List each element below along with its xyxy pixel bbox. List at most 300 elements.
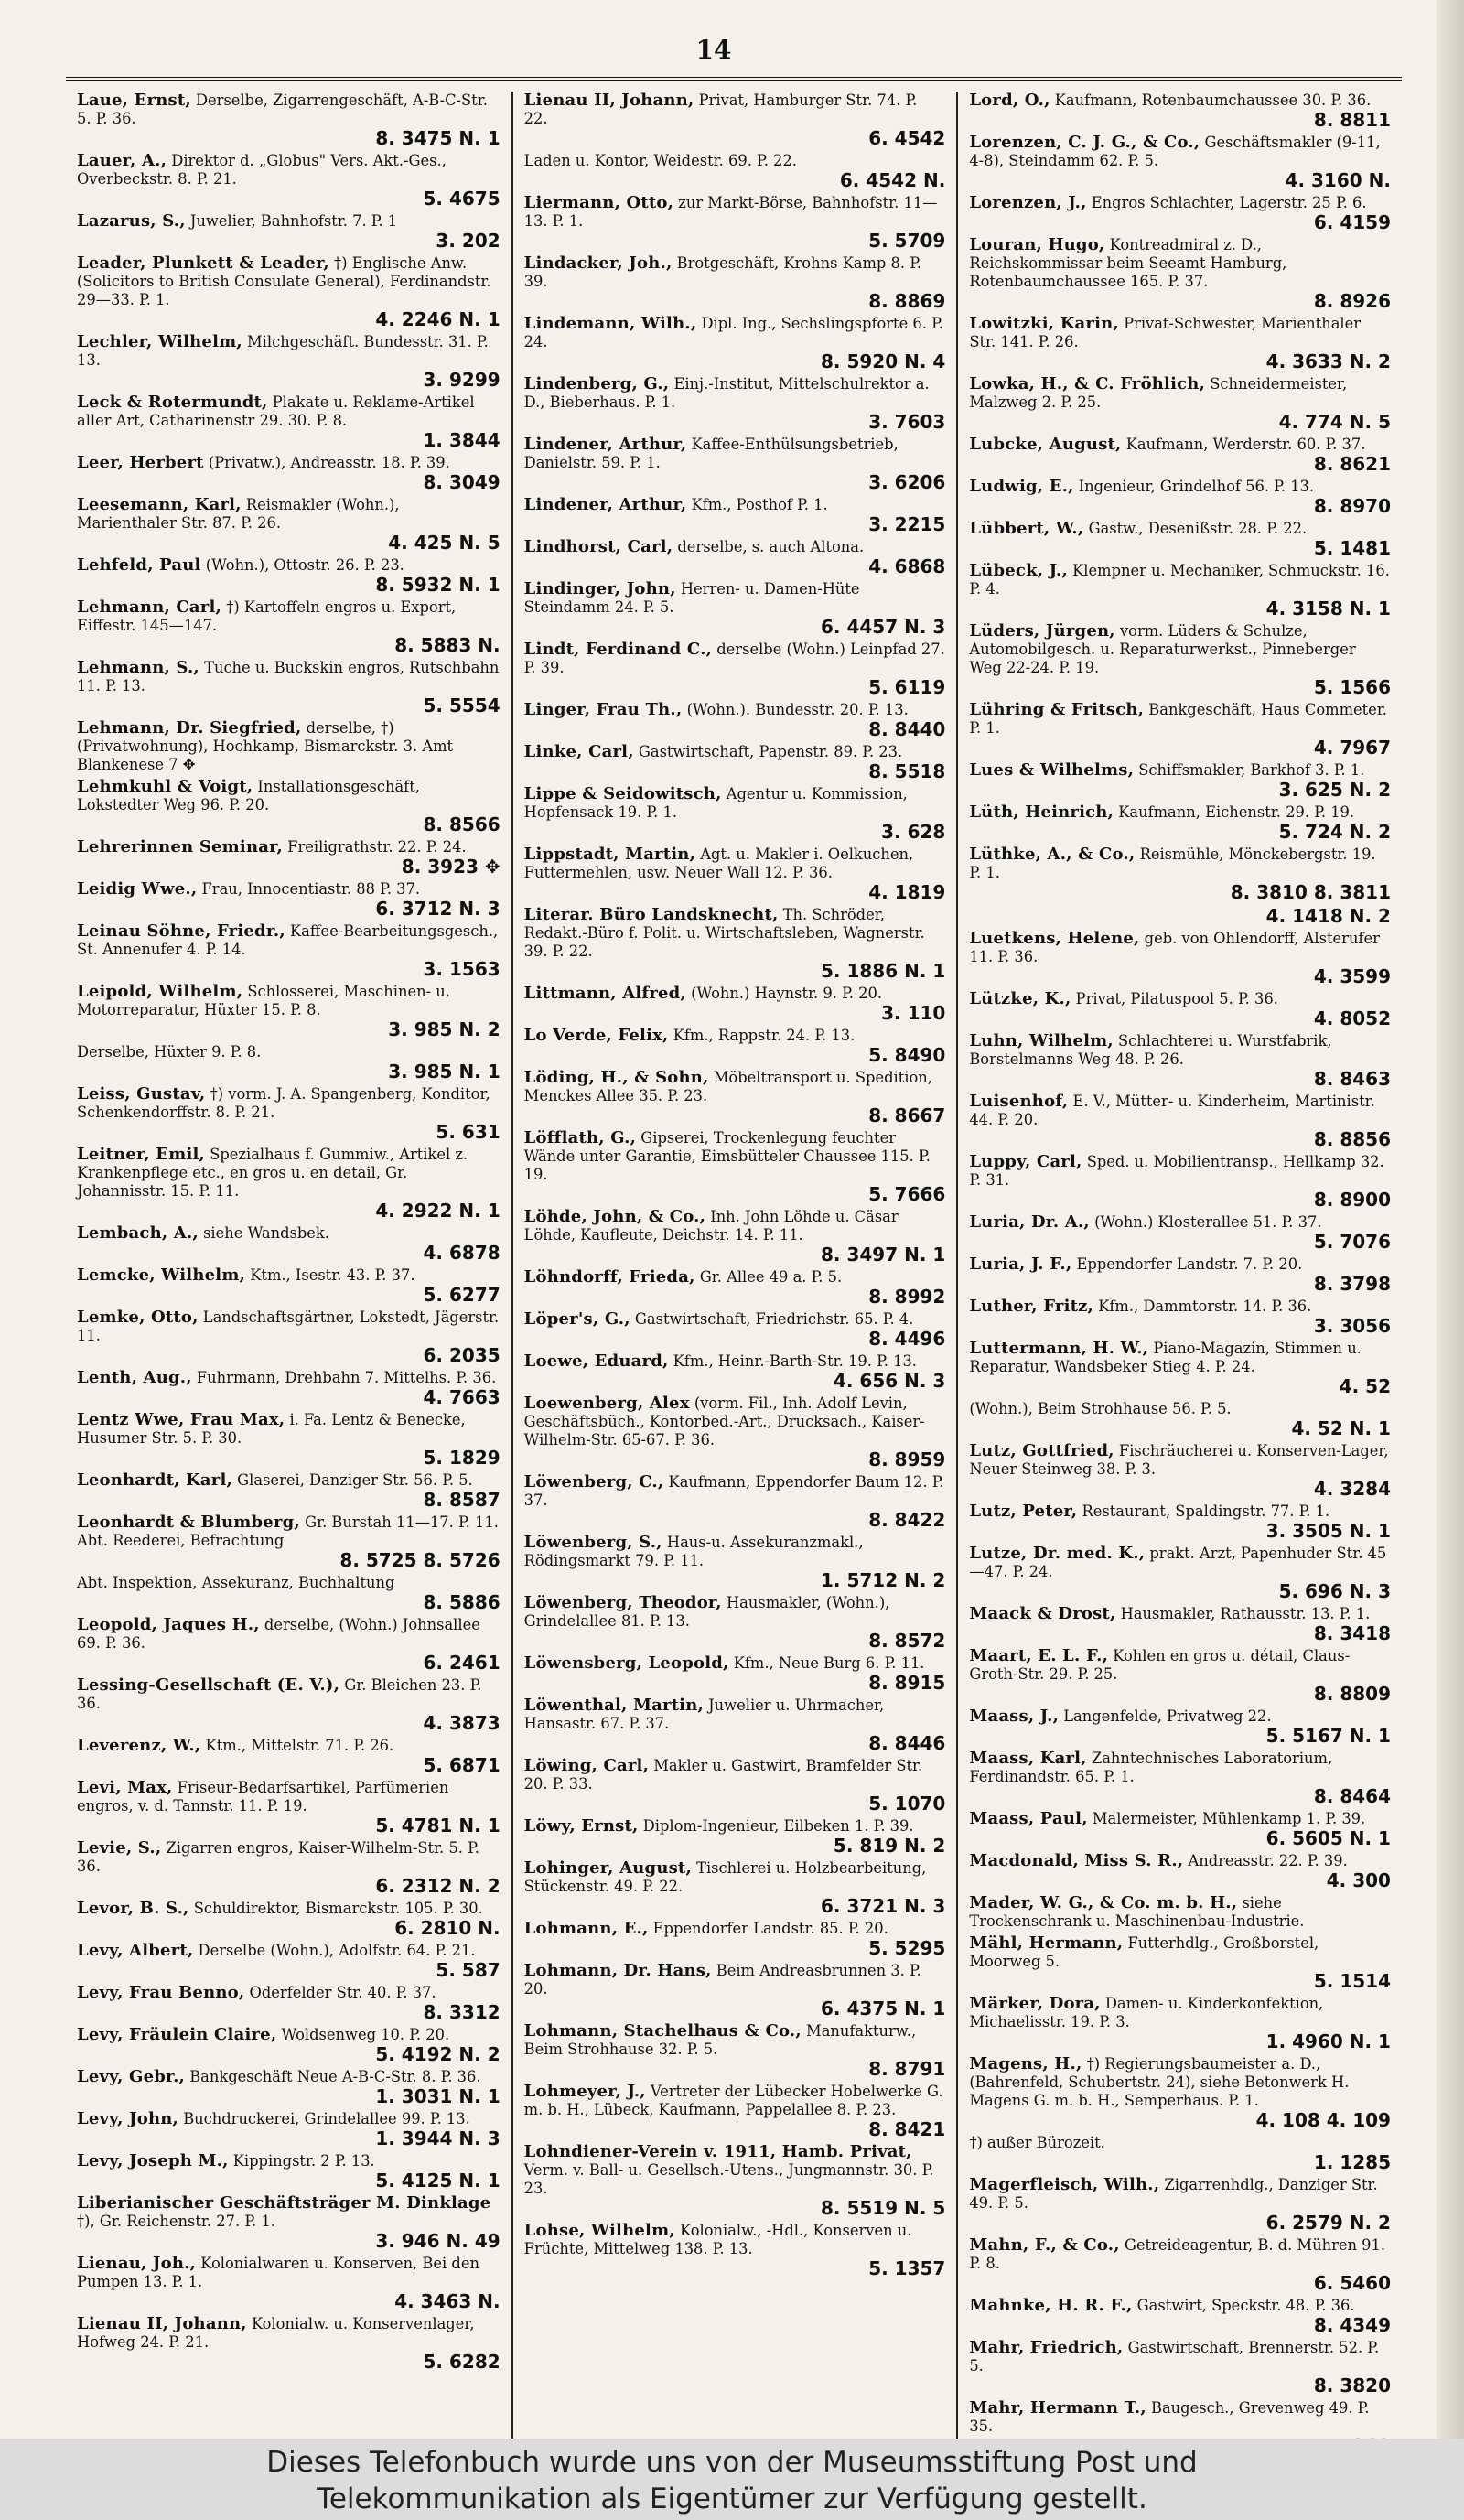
entry-address: Kaufmann, Eppendorfer Baum 12. P. 37. <box>523 1473 944 1509</box>
entry-phone-number: 5. 631 <box>436 1121 501 1143</box>
directory-entry <box>524 1208 946 1265</box>
directory-entry <box>969 194 1391 232</box>
directory-columns <box>66 92 1402 2434</box>
directory-entry <box>524 1129 946 1204</box>
entry-phone-number: 5. 1070 <box>868 1793 946 1815</box>
entry-address: Juwelier u. Uhrmacher, Hansastr. 67. P. 37. <box>523 1696 885 1732</box>
entry-phone-number: 6. 4375 N. 1 <box>821 1998 946 2019</box>
entry-phone-number: 4. 3160 N. <box>1285 169 1391 191</box>
entry-phone-number: 8. 8809 <box>1313 1683 1391 1705</box>
entry-address: Getreideagentur, B. d. Mühren 91. P. 8. <box>969 2236 1386 2272</box>
directory-entry <box>77 1266 501 1305</box>
entry-phone-number: 4. 3873 <box>423 1712 501 1734</box>
directory-entry <box>969 701 1391 758</box>
entry-phone-number: 5. 6277 <box>423 1284 501 1306</box>
entry-address: Fuhrmann, Drehbahn 7. Mittelhs. P. 36. <box>196 1369 497 1386</box>
entry-address: Kolonialw. u. Konservenlager, Hofweg 24. P. 21. <box>77 2315 475 2351</box>
entry-address: Brotgeschäft, Krohns Kamp 8. P. 39. <box>523 254 922 290</box>
entry-name: Lohmann, Dr. Hans, <box>523 1961 712 1980</box>
entry-address: Zigarren engros, Kaiser-Wilhelm-Str. 5. P. 36. <box>77 1839 479 1875</box>
entry-name: Leck & Rotermundt, <box>77 393 268 412</box>
directory-entry <box>77 1839 501 1896</box>
entry-address: Sped. u. Mobilientransp., Hellkamp 32. P. 31. <box>969 1153 1384 1189</box>
directory-entry <box>77 454 501 492</box>
entry-phone-number: 8. 4496 <box>868 1328 946 1350</box>
directory-entry <box>524 580 946 637</box>
entry-address: prakt. Arzt, Papenhuder Str. 45—47. P. 24. <box>969 1545 1387 1580</box>
entry-address: Abt. Inspektion, Assekuranz, Buchhaltung <box>77 1574 395 1591</box>
entry-address: Gastwirtschaft, Brennerstr. 52. P. 5. <box>969 2339 1380 2375</box>
entry-address: Ingenieur, Grindelhof 56. P. 13. <box>1078 478 1315 495</box>
entry-name: Luetkens, Helene, <box>969 929 1140 948</box>
directory-entry <box>969 1707 1391 1746</box>
directory-entry <box>969 1750 1391 1806</box>
directory-entry <box>524 1352 946 1391</box>
entry-address: Bankgeschäft, Haus Commeter. P. 1. <box>969 701 1387 737</box>
entry-address: Gr. Bleichen 23. P. 36. <box>77 1676 482 1712</box>
directory-entry <box>77 556 501 595</box>
directory-entry <box>524 1534 946 1590</box>
entry-name: Maass, Karl, <box>969 1749 1087 1768</box>
entry-name: Lindt, Ferdinand C., <box>523 640 713 659</box>
entry-phone-number: 8. 3810 8. 3811 <box>1230 881 1391 903</box>
directory-entry <box>524 1473 946 1530</box>
directory-entry <box>524 2143 946 2218</box>
entry-name: Magerfleisch, Wilh., <box>969 2175 1160 2194</box>
entry-phone-number: 5. 1886 N. 1 <box>821 960 946 982</box>
entry-address: †) Englische Anw. (Solicitors to British Consulate General), Ferdinandstr. 29—33. P. 1. <box>77 254 491 308</box>
entry-phone-number: 5. 7076 <box>1313 1231 1391 1253</box>
entry-phone-number: 4. 3158 N. 1 <box>1265 598 1391 619</box>
entry-phone-number: 3. 3056 <box>1313 1315 1391 1337</box>
entry-address: Schiffsmakler, Barkhof 3. P. 1. <box>1138 761 1365 779</box>
directory-entry <box>524 92 946 148</box>
directory-entry <box>77 1085 501 1142</box>
entry-name: Mader, W. G., & Co. m. b. H., <box>969 1893 1238 1912</box>
directory-entry <box>77 880 501 919</box>
entry-name: Linger, Frau Th., <box>523 700 683 719</box>
directory-entry <box>77 152 501 209</box>
entry-phone-number: 5. 6119 <box>868 676 946 698</box>
directory-entry <box>969 1340 1391 1396</box>
entry-name: Märker, Dora, <box>969 1994 1101 2013</box>
entry-name: Mahnke, H. R. F., <box>969 2296 1133 2315</box>
entry-phone-number: 8. 8856 <box>1313 1128 1391 1150</box>
entry-name: Löwensberg, Leopold, <box>523 1653 729 1673</box>
directory-entry <box>77 2255 501 2311</box>
entry-address: Derselbe, Hüxter 9. P. 8. <box>77 1043 262 1061</box>
entry-name: Levy, Albert, <box>77 1941 194 1960</box>
entry-phone-number: 1. 3844 <box>423 429 501 451</box>
entry-address: Kfm., Heinr.-Barth-Str. 19. P. 13. <box>673 1352 917 1370</box>
entry-phone-number: 8. 3475 N. 1 <box>375 127 501 149</box>
directory-column-2 <box>511 92 957 2460</box>
directory-entry <box>969 2297 1391 2335</box>
entry-address: Klempner u. Mechaniker, Schmuckstr. 16. P. 4. <box>969 562 1390 598</box>
entry-address: †) Regierungsbaumeister a. D., (Bahrenfeld, Schubertstr. 24), siehe Betonwerk H. Magens G. m. b. H., Semperhaus. P. 1. <box>969 2055 1350 2109</box>
entry-name: Luria, J. F., <box>969 1255 1072 1274</box>
directory-entry <box>77 1224 501 1263</box>
entry-address: †) Kartoffeln engros u. Export, Eiffestr. 145—147. <box>77 598 457 634</box>
entry-name: Lorenzen, J., <box>969 193 1087 212</box>
entry-phone-number: 8. 8915 <box>868 1672 946 1694</box>
entry-phone-number: 6. 2035 <box>423 1344 501 1366</box>
directory-entry <box>524 845 946 902</box>
directory-entry <box>77 2110 501 2148</box>
entry-address: E. V., Mütter- u. Kinderheim, Martinistr. 44. P. 20. <box>969 1093 1375 1128</box>
entry-phone-number: 5. 819 N. 2 <box>833 1835 946 1857</box>
directory-entry <box>77 1471 501 1510</box>
entry-phone-number: 4. 3463 N. <box>394 2290 501 2312</box>
directory-entry <box>969 375 1391 432</box>
entry-phone-number: 3. 6206 <box>868 471 946 493</box>
entry-phone-number: 8. 8572 <box>868 1630 946 1652</box>
entry-address: Kaufmann, Rotenbaumchaussee 30. P. 36. <box>1054 92 1372 109</box>
entry-address: Gastwirtschaft, Friedrichstr. 65. P. 4. <box>634 1310 914 1328</box>
entry-phone-number: 4. 8052 <box>1313 1007 1391 1029</box>
entry-name: Löwenberg, C., <box>523 1472 664 1492</box>
entry-address: Freiligrathstr. 22. P. 24. <box>287 838 467 856</box>
entry-name: Luppy, Carl, <box>969 1152 1082 1171</box>
entry-name: Liberianischer Geschäftsträger M. Dinklage <box>77 2193 491 2213</box>
directory-entry <box>524 1696 946 1753</box>
entry-name: Luttermann, H. W., <box>969 1339 1149 1358</box>
directory-entry <box>77 922 501 979</box>
entry-name: Levy, Joseph M., <box>77 2151 229 2170</box>
entry-name: Leverenz, W., <box>77 1736 201 1755</box>
entry-name: Lehrerinnen Seminar, <box>77 837 283 856</box>
entry-address: Dipl. Ing., Sechslingspforte 6. P. 24. <box>523 315 943 350</box>
directory-entry <box>524 743 946 781</box>
entry-address: Kaffee-Enthülsungsbetrieb, Danielstr. 59. P. 1. <box>523 436 899 471</box>
entry-address: Landschaftsgärtner, Lokstedt, Jägerstr. 11. <box>77 1308 500 1344</box>
directory-entry <box>77 1737 501 1775</box>
entry-phone-number: 4. 1819 <box>868 881 946 903</box>
entry-address: Kippingstr. 2 P. 13. <box>232 2152 375 2170</box>
entry-phone-number: 5. 696 N. 3 <box>1278 1580 1391 1602</box>
entry-name: Mahr, Friedrich, <box>969 2338 1124 2357</box>
entry-address: Ktm., Isestr. 43. P. 37. <box>250 1266 415 1284</box>
page-number: 14 <box>695 35 732 65</box>
entry-phone-number: 5. 5167 N. 1 <box>1265 1725 1391 1747</box>
directory-entry <box>969 436 1391 474</box>
directory-entry <box>969 2055 1391 2130</box>
entry-address: Herren- u. Damen-Hüte Steindamm 24. P. 5. <box>523 580 860 616</box>
entry-phone-number: 8. 8791 <box>868 2058 946 2080</box>
entry-phone-number: 8. 8992 <box>868 1286 946 1308</box>
directory-entry <box>524 641 946 697</box>
entry-address: Glaserei, Danziger Str. 56. P. 5. <box>237 1471 473 1489</box>
directory-entry <box>77 1616 501 1673</box>
entry-phone-number: 5. 4781 N. 1 <box>375 1815 501 1836</box>
entry-phone-number: 8. 3418 <box>1313 1622 1391 1644</box>
entry-phone-number: 3. 628 <box>881 821 946 843</box>
entry-address: Gastwirtschaft, Papenstr. 89. P. 23. <box>638 743 903 760</box>
entry-address: Woldsenweg 10. P. 20. <box>281 2026 450 2043</box>
entry-address: vorm. Lüders & Schulze, Automobilgesch. u. Reparaturwerkst., Pinneberger Weg 22-24. P. 19. <box>969 622 1356 676</box>
entry-phone-number: 8. 8900 <box>1313 1189 1391 1211</box>
entry-phone-number: 8. 3049 <box>423 471 501 493</box>
entry-phone-number: 3. 110 <box>881 1002 946 1024</box>
entry-name: Luhn, Wilhelm, <box>969 1031 1114 1050</box>
entry-phone-number: 6. 4542 <box>868 127 946 149</box>
page-edge <box>1437 0 1464 2439</box>
directory-entry <box>969 1605 1391 1643</box>
entry-address: Schneidermeister, Malzweg 2. P. 25. <box>969 375 1348 411</box>
entry-phone-number: 4. 774 N. 5 <box>1278 411 1391 433</box>
entry-address: Kaufmann, Eichenstr. 29. P. 19. <box>1118 803 1355 821</box>
entry-name: Lienau II, Johann, <box>77 2314 247 2333</box>
entry-address: Kohlen en gros u. détail, Claus-Groth-Str. 29. P. 25. <box>969 1647 1351 1683</box>
directory-entry <box>77 1146 501 1221</box>
entry-phone-number: 5. 4675 <box>423 188 501 210</box>
entry-name: Lindemann, Wilh., <box>523 314 697 333</box>
entry-name: Lehmkuhl & Voigt, <box>77 777 253 796</box>
entry-phone-number: 3. 9299 <box>423 369 501 391</box>
entry-phone-number: 5. 4192 N. 2 <box>375 2043 501 2065</box>
entry-phone-number: 6. 5605 N. 1 <box>1265 1827 1391 1849</box>
entry-name: Lindener, Arthur, <box>523 495 687 514</box>
entry-address: Privat-Schwester, Marienthaler Str. 141. P. 26. <box>969 315 1362 350</box>
entry-phone-number: 6. 3712 N. 3 <box>375 898 501 920</box>
entry-address: Schuldirektor, Bismarckstr. 105. P. 30. <box>193 1900 483 1917</box>
directory-entry <box>524 2083 946 2139</box>
entry-phone-number: 4. 7663 <box>423 1386 501 1408</box>
entry-name: Lindenberg, G., <box>523 374 670 393</box>
entry-phone-number: 8. 3497 N. 1 <box>821 1244 946 1265</box>
entry-address: Inh. John Löhde u. Cäsar Löhde, Kaufleute, Deichstr. 14. P. 11. <box>523 1208 899 1244</box>
entry-name: Loewenberg, Alex <box>523 1394 690 1413</box>
entry-address: Hausmakler, (Wohn.), Grindelallee 81. P. 13. <box>523 1594 890 1630</box>
entry-name: Mahr, Hermann T., <box>969 2398 1146 2418</box>
entry-name: Luria, Dr. A., <box>969 1212 1090 1232</box>
entry-phone-number: 3. 2215 <box>868 513 946 535</box>
entry-phone-number: 8. 8463 <box>1313 1068 1391 1090</box>
directory-entry <box>77 2026 501 2064</box>
directory-entry <box>969 930 1391 986</box>
entry-name: Luther, Fritz, <box>969 1297 1094 1316</box>
entry-address: Eppendorfer Landstr. 85. P. 20. <box>652 1920 888 1937</box>
entry-phone-number: 8. 5920 N. 4 <box>821 350 946 372</box>
entry-name: Lazarus, S., <box>77 211 186 231</box>
entry-phone-number: 5. 7666 <box>868 1183 946 1205</box>
entry-phone-number: 4. 52 N. 1 <box>1291 1417 1391 1439</box>
directory-entry <box>77 838 501 877</box>
entry-phone-number: 5. 6871 <box>423 1754 501 1776</box>
entry-phone-number: 4. 6868 <box>868 555 946 577</box>
entry-address: Vertreter der Lübecker Hobelwerke G. m. b. H., Lübeck, Kaufmann, Pappelallee 8. P. 23. <box>523 2083 943 2118</box>
entry-name: Löwenthal, Martin, <box>523 1696 704 1715</box>
directory-entry <box>77 659 501 716</box>
entry-name: Lenth, Aug., <box>77 1368 192 1387</box>
directory-entry <box>969 1647 1391 1704</box>
directory-column-3 <box>956 92 1402 2460</box>
entry-phone-number: 8. 8422 <box>868 1509 946 1531</box>
directory-entry <box>77 1513 501 1570</box>
entry-address: Kaffee-Bearbeitungsgesch., St. Annenufer 4. P. 14. <box>77 922 499 958</box>
entry-address: Malermeister, Mühlenkamp 1. P. 39. <box>1092 1810 1366 1827</box>
directory-entry <box>524 1920 946 1958</box>
directory-entry <box>77 393 501 450</box>
entry-phone-number: 3. 625 N. 2 <box>1278 779 1391 801</box>
entry-address: Kaufmann, Werderstr. 60. P. 37. <box>1125 436 1366 453</box>
entry-name: Lowitzki, Karin, <box>969 314 1119 333</box>
directory-entry <box>524 315 946 372</box>
directory-column-1 <box>66 92 511 2460</box>
entry-address: Tuche u. Buckskin engros, Rutschbahn 11. P. 13. <box>77 659 500 695</box>
entry-address: Privat, Pilatuspool 5. P. 36. <box>1075 990 1278 1007</box>
entry-phone-number: 4. 3599 <box>1313 965 1391 987</box>
entry-phone-number: 1. 4960 N. 1 <box>1265 2030 1391 2052</box>
entry-phone-number: 6. 5460 <box>1313 2272 1391 2294</box>
entry-phone-number: 4. 52 <box>1339 1375 1391 1397</box>
entry-name: Lutz, Gottfried, <box>969 1441 1114 1460</box>
entry-phone-number: 8. 8621 <box>1313 453 1391 475</box>
entry-name: Levy, Gebr., <box>77 2067 186 2086</box>
entry-phone-number: 8. 8421 <box>868 2118 946 2140</box>
entry-name: Leesemann, Karl, <box>77 495 242 514</box>
entry-address: Derselbe, Zigarrengeschäft, A-B-C-Str. 5. P. 36. <box>77 92 488 127</box>
directory-entry <box>77 1043 501 1082</box>
entry-name: Macdonald, Miss S. R., <box>969 1851 1184 1870</box>
entry-phone-number: 4. 2246 N. 1 <box>375 308 501 330</box>
entry-address: i. Fa. Lentz & Benecke, Husumer Str. 5. P. 30. <box>77 1411 466 1447</box>
entry-name: Löhde, John, & Co., <box>523 1207 706 1226</box>
entry-name: Littmann, Alfred, <box>523 984 686 1003</box>
directory-entry <box>524 2022 946 2079</box>
entry-phone-number: 4. 3284 <box>1313 1478 1391 1500</box>
entry-phone-number: 8. 8926 <box>1313 290 1391 312</box>
entry-address: Haus-u. Assekuranzmakl., Rödingsmarkt 79. P. 11. <box>523 1534 864 1569</box>
directory-entry <box>524 1654 946 1693</box>
entry-phone-number: 8. 8811 <box>1313 109 1391 131</box>
directory-entry <box>77 1984 501 2022</box>
directory-entry <box>969 1093 1391 1149</box>
entry-address: Gr. Allee 49 a. P. 5. <box>699 1268 843 1286</box>
directory-entry <box>969 1502 1391 1541</box>
entry-name: Lüders, Jürgen, <box>969 621 1115 641</box>
entry-phone-number: 3. 985 N. 1 <box>388 1061 501 1082</box>
entry-phone-number: 1. 5712 N. 2 <box>821 1569 946 1591</box>
entry-address: Einj.-Institut, Mittelschulrektor a. D., Bieberhaus. P. 1. <box>523 375 930 411</box>
entry-address: Frau, Innocentiastr. 88 P. 37. <box>201 880 421 898</box>
entry-address: Langenfelde, Privatweg 22. <box>1063 1707 1272 1725</box>
entry-name: Löwenberg, Theodor, <box>523 1593 722 1612</box>
directory-entry <box>969 990 1391 1028</box>
directory-entry <box>969 1400 1391 1438</box>
entry-name: Lienau II, Johann, <box>523 91 694 110</box>
entry-address: Futterhdlg., Großborstel, Moorweg 5. <box>969 1934 1319 1970</box>
entry-name: Lembach, A., <box>77 1223 199 1243</box>
entry-phone-number: 3. 202 <box>436 230 501 252</box>
entry-name: Lüthke, A., & Co., <box>969 845 1136 864</box>
entry-name: Luisenhof, <box>969 1092 1069 1111</box>
entry-name: Lehmann, Carl, <box>77 598 221 617</box>
entry-name: Lemke, Otto, <box>77 1308 199 1327</box>
entry-address: Restaurant, Spaldingstr. 77. P. 1. <box>1082 1502 1330 1520</box>
entry-phone-number: 1. 3031 N. 1 <box>375 2085 501 2107</box>
entry-phone-number: 5. 724 N. 2 <box>1278 821 1391 843</box>
directory-entry <box>77 496 501 553</box>
entry-phone-number: 6. 3721 N. 3 <box>821 1895 946 1917</box>
entry-phone-number: 6. 4457 N. 3 <box>821 616 946 638</box>
directory-entry <box>524 1817 946 1856</box>
entry-address: siehe Trockenschrank u. Maschinenbau-Industrie. <box>969 1894 1305 1930</box>
directory-entry <box>524 1027 946 1065</box>
entry-address: Direktor d. „Globus" Vers. Akt.-Ges., Overbeckstr. 8. P. 21. <box>77 152 447 188</box>
entry-phone-number: 5. 5295 <box>868 1937 946 1959</box>
entry-address: Spezialhaus f. Gummiw., Artikel z. Krankenpflege etc., en gros u. en detail, Gr. Johannisstr. 15. P. 11. <box>77 1146 468 1200</box>
entry-address: Verm. v. Ball- u. Gesellsch.-Utens., Jungmannstr. 30. P. 23. <box>523 2161 934 2197</box>
entry-address: Piano-Magazin, Stimmen u. Reparatur, Wandsbeker Stieg 4. P. 24. <box>969 1340 1362 1375</box>
directory-entry <box>969 92 1391 130</box>
entry-name: Löding, H., & Sohn, <box>523 1068 709 1087</box>
entry-name: Lues & Wilhelms, <box>969 760 1135 780</box>
directory-entry <box>77 2194 501 2251</box>
entry-address: Th. Schröder, Redakt.-Büro f. Polit. u. Wirtschaftsleben, Wagnerstr. 39. P. 22. <box>523 906 925 960</box>
entry-name: Lowka, H., & C. Fröhlich, <box>969 374 1206 393</box>
entry-name: Linke, Carl, <box>523 742 634 761</box>
directory-entry <box>969 1298 1391 1336</box>
entry-name: Lohse, Wilhelm, <box>523 2221 675 2240</box>
directory-entry <box>969 1810 1391 1848</box>
entry-phone-number: 5. 4125 N. 1 <box>375 2170 501 2192</box>
entry-address: Buchdruckerei, Grindelallee 99. P. 13. <box>183 2110 470 2127</box>
directory-entry <box>969 1255 1391 1294</box>
entry-name: Löper's, G., <box>523 1309 630 1329</box>
directory-entry <box>969 1153 1391 1210</box>
entry-name: Löwy, Ernst, <box>523 1816 639 1836</box>
entry-name: Leinau Söhne, Friedr., <box>77 921 285 941</box>
entry-address: Gr. Burstah 11—17. P. 11. Abt. Reederei, Befrachtung <box>77 1513 499 1549</box>
entry-name: Lauer, A., <box>77 151 167 170</box>
entry-address: Damen- u. Kinderkonfektion, Michaelisstr. 19. P. 3. <box>969 1995 1324 2030</box>
archive-notice <box>0 2439 1464 2520</box>
entry-address: Bankgeschäft Neue A-B-C-Str. 8. P. 36. <box>189 2068 481 2085</box>
directory-entry <box>524 701 946 739</box>
directory-entry <box>969 2176 1391 2233</box>
entry-phone-number: 6. 2810 N. <box>394 1917 501 1939</box>
entry-name: Lühring & Fritsch, <box>969 700 1145 719</box>
entry-name: Lippe & Seidowitsch, <box>523 784 722 803</box>
entry-name: Lessing-Gesellschaft (E. V.), <box>77 1675 340 1695</box>
entry-phone-number: 8. 8869 <box>868 290 946 312</box>
entry-address: (Wohn.), Ottostr. 26. P. 23. <box>205 556 404 574</box>
entry-phone-number: 8. 8464 <box>1313 1785 1391 1807</box>
entry-address: Kolonialw., -Hdl., Konserven u. Früchte, Mittelweg 138. P. 13. <box>523 2222 912 2257</box>
entry-address: †), Gr. Reichenstr. 27. P. 1. <box>77 2213 275 2230</box>
entry-name: Lubcke, August, <box>969 435 1122 454</box>
directory-entry <box>77 2152 501 2191</box>
entry-name: Leopold, Jaques H., <box>77 1615 260 1634</box>
entry-phone-number: 5. 1357 <box>868 2257 946 2279</box>
directory-entry <box>969 1545 1391 1601</box>
entry-address: †) vorm. J. A. Spangenberg, Konditor, Schenkendorffstr. 8. P. 21. <box>77 1085 490 1121</box>
entry-phone-number: 8. 3820 <box>1313 2375 1391 2396</box>
directory-entry <box>969 1442 1391 1499</box>
directory-entry <box>969 1894 1391 1931</box>
entry-address: Hausmakler, Rathausstr. 13. P. 1. <box>1120 1605 1371 1622</box>
entry-address: derselbe, (Wohn.) Johnsallee 69. P. 36. <box>77 1616 480 1652</box>
entry-name: Levor, B. S., <box>77 1899 189 1918</box>
entry-address: Gipserei, Trockenlegung feuchter Wände unter Garantie, Eimsbütteler Chaussee 115. P. 19. <box>523 1129 931 1183</box>
entry-address: Geschäftsmakler (9-11, 4-8), Steindamm 62. P. 5. <box>969 134 1381 169</box>
directory-entry <box>77 254 501 329</box>
entry-name: Maack & Drost, <box>969 1604 1116 1623</box>
directory-entry <box>969 1852 1391 1890</box>
entry-phone-number: 4. 6878 <box>423 1242 501 1264</box>
entry-phone-number: 3. 3505 N. 1 <box>1265 1520 1391 1542</box>
